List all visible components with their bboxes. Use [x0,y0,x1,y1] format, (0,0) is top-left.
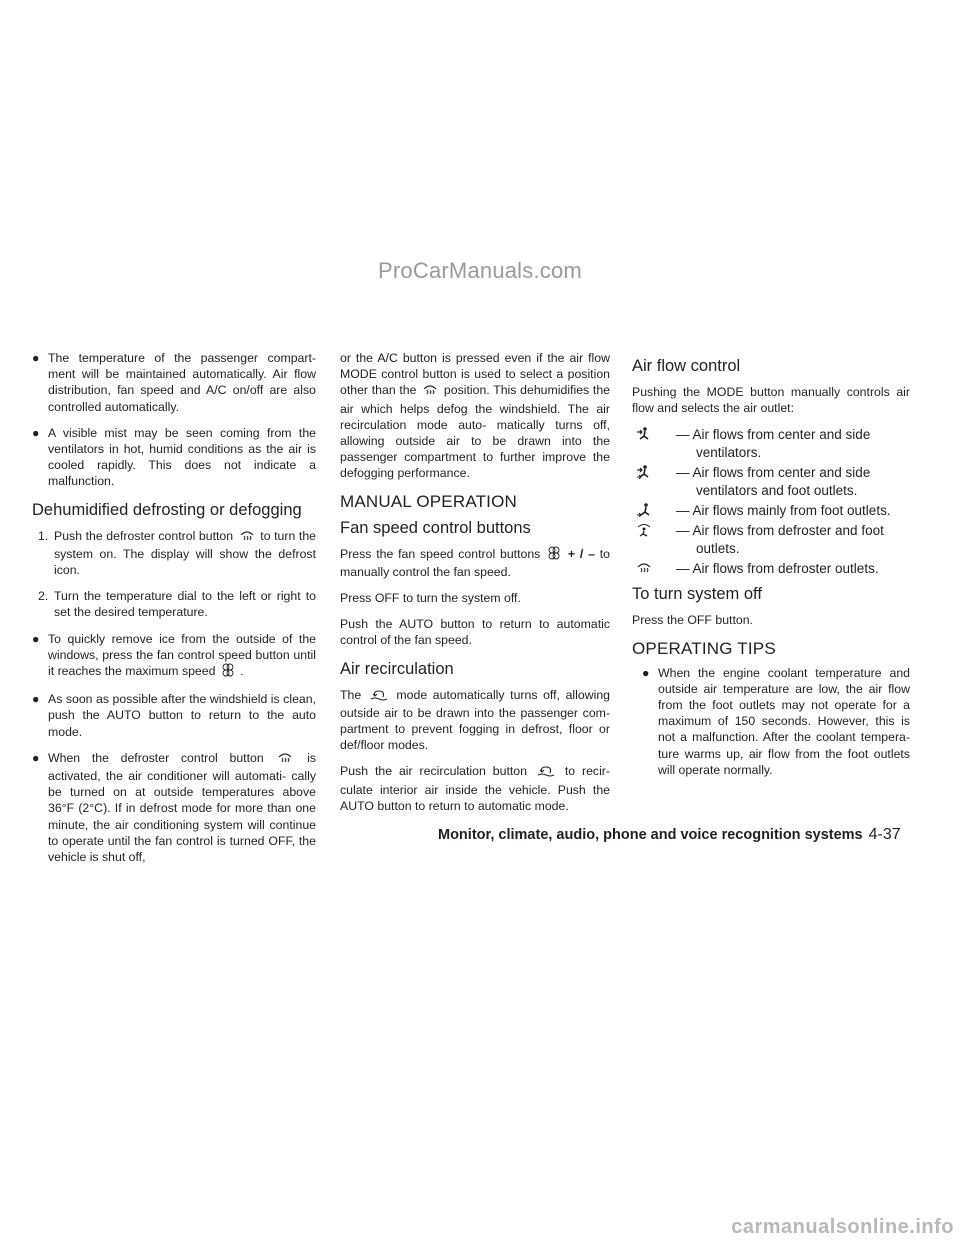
heading-fan-speed: Fan speed control buttons [340,518,531,537]
watermark-bottom: carmanualsonline.info [731,1216,954,1238]
recirc-text-1: The mode automatically turns off, allowing outside air to be drawn into the passenger com- partment to prevent fogging in defrost, floor or def/floor modes. [340,687,610,753]
recirculation-icon [536,765,556,781]
bi-level-mode-icon [636,465,652,484]
fan-off-text: Press OFF to turn the system off. [340,591,521,606]
turn-off-text: Press the OFF button. [632,613,753,628]
bullet-ice: ● To quickly remove ice from the outside of the windows, press the fan control speed button until it reaches the maximum speed . [32,631,316,682]
mode-defrost-foot: — Air flows from defroster and foot outlets. [632,522,910,558]
heading-turn-off: To turn system off [632,585,762,604]
defog-continued: or the A/C button is pressed even if the air flow MODE control button is used to select a position other than the position. This dehumidifies the air which helps defog the windshield. The air recirculation mode auto- matically turns off, allowing outside air to be drawn into the passenger compartment to further improve the defogging performance. [340,351,610,481]
defroster-icon [277,752,293,768]
bullet-auto: ● As soon as possible after the windshield is clean, push the AUTO button to return to the auto mode. [32,692,316,739]
vent-mode-icon [636,427,652,446]
defroster-icon [239,530,255,546]
watermark-top: ProCarManuals.com [378,258,582,283]
defrost-foot-mode-icon [636,523,652,542]
bullet-coolant: ● When the engine coolant temperature and outside air temperature are low, the air flow from the foot outlets may not operate for a maximum of 150 seconds. However, this is not a malfunction. After the coolant tempera- ture warms up, air flow from the foot outlets will operate normally. [642,665,910,777]
heading-manual-operation: MANUAL OPERATION [340,491,518,511]
recirculation-icon [369,689,389,705]
defroster-icon [636,561,652,579]
foot-mode-icon [636,503,652,522]
fan-icon [547,546,561,564]
page-number: 4-37 [868,826,901,843]
air-flow-intro: Pushing the MODE button manually controls air flow and selects the air outlet: [632,385,910,416]
fan-icon [221,663,235,681]
heading-air-flow-control: Air flow control [632,357,741,375]
mode-vent: — Air flows from center and side ventilators. [632,426,910,462]
step-1: 1. Push the defroster control button to turn the system on. The display will show the defrost icon. [38,528,316,578]
column-2 [340,350,610,824]
fan-auto-text: Push the AUTO button to return to automatic control of the fan speed. [340,617,610,648]
recirc-text-2: Push the air recirculation button to recir- culate interior air inside the vehicle. Push the AUTO button to return to automatic mode. [340,764,610,813]
page-footer [438,826,910,844]
step-2: 2. Turn the temperature dial to the left or right to set the desired temperature. [38,589,316,620]
column-3 [632,350,910,788]
heading-operating-tips: OPERATING TIPS [632,638,776,658]
fan-speed-text: Press the fan speed control buttons + / – to manually control the fan speed. [340,546,610,579]
section-title: Monitor, climate, audio, phone and voice recognition systems [438,827,863,843]
bullet-mist: ● A visible mist may be seen coming from the ventilators in hot, humid conditions as the air is cooled rapidly. This does not indicate a malfunction. [32,425,316,489]
mode-bi-level: — Air flows from center and side ventilators and foot outlets. [632,464,910,500]
heading-air-recirculation: Air recirculation [340,659,454,678]
mode-foot: — Air flows mainly from foot outlets. [632,502,910,520]
mode-defrost: — Air flows from defroster outlets. [632,560,910,578]
bullet-defroster-activated: ● When the defroster control button is activated, the air conditioner will automati- cally be turned on at outside temperatures above 36°F (2°C). If in defrost mode for more than one minute, the air conditioning system will continue to operate until the fan control is turned OFF, the vehicle is shut off, [32,750,317,865]
column-1 [32,350,316,875]
heading-defogging: Dehumidified defrosting or defogging [32,500,302,519]
defroster-icon [422,384,438,400]
bullet-temperature: ● The temperature of the passenger compart- ment will be maintained automatically. Air flow distribution, fan speed and A/C on/off are also controlled automatically. [32,351,316,414]
